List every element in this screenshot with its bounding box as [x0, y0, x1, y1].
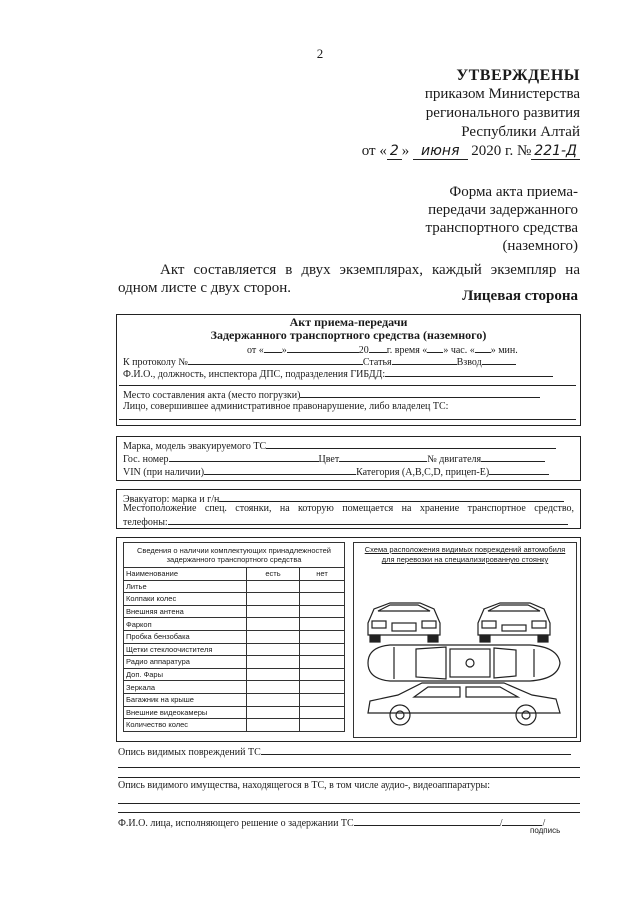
kit-item-yes-cell[interactable] — [247, 593, 300, 606]
date-ot: от « — [247, 345, 264, 356]
approval-line-2: регионального развития — [425, 105, 580, 121]
person-label: Лицо, совершившее административное правонарушение, либо владелец ТС: — [123, 401, 449, 412]
kit-item-no-cell[interactable] — [300, 681, 345, 694]
year-field[interactable] — [369, 342, 387, 353]
kit-item-no-cell[interactable] — [300, 643, 345, 656]
person-line — [123, 400, 574, 413]
vehicle-box — [116, 436, 581, 481]
page-number: 2 — [316, 46, 324, 61]
diagram-title-2: для перевозки на специализированную стоянку — [381, 555, 549, 564]
kit-item-name: Колпаки колес — [124, 593, 247, 606]
vin-field[interactable] — [204, 464, 356, 475]
kit-row — [124, 593, 345, 606]
engine-field[interactable] — [481, 451, 545, 462]
kit-item-no-cell[interactable] — [300, 618, 345, 631]
kit-row — [124, 643, 345, 656]
car-schematic-icon[interactable] — [354, 571, 576, 731]
kit-item-name: Внешняя антена — [124, 605, 247, 618]
kit-row — [124, 681, 345, 694]
property-field-line-2[interactable] — [118, 812, 580, 813]
person-field[interactable] — [119, 419, 576, 420]
kit-item-name: Доп. Фары — [124, 668, 247, 681]
act-title: Акт приема-передачи — [289, 315, 408, 329]
kit-row — [124, 668, 345, 681]
article-field[interactable] — [392, 354, 457, 365]
property-field-line-1[interactable] — [118, 803, 580, 804]
damage-diagram — [353, 542, 577, 738]
tow-box — [116, 489, 581, 529]
kit-item-no-cell[interactable] — [300, 693, 345, 706]
approval-day: 2 — [387, 143, 402, 160]
col-no: нет — [300, 568, 345, 581]
date-min-label: » мин. — [490, 345, 518, 356]
slash-2: / — [542, 818, 546, 829]
kit-item-yes-cell[interactable] — [247, 706, 300, 719]
kit-item-no-cell[interactable] — [300, 668, 345, 681]
kit-header: Сведения о наличии комплектующих принадлежностей задержанного транспортного средства — [124, 543, 345, 568]
damage-label: Опись видимых повреждений ТС — [118, 747, 261, 758]
brand-field[interactable] — [266, 438, 556, 449]
brand-label: Марка, модель эвакуируемого ТС — [123, 441, 267, 452]
protocol-field[interactable] — [188, 354, 363, 365]
kit-item-yes-cell[interactable] — [247, 605, 300, 618]
vin-line — [123, 464, 574, 479]
tow-truck-label: Эвакуатор: марка и г/н — [123, 494, 220, 505]
act-header-box — [116, 314, 581, 426]
platoon-label: Взвод — [456, 357, 482, 368]
minute-field[interactable] — [475, 342, 491, 353]
approval-number: 221-Д — [531, 143, 580, 160]
car-top-view — [368, 645, 560, 681]
date-20: 20 — [358, 345, 369, 356]
kit-item-name: Фаркоп — [124, 618, 247, 631]
form-title-line: транспортного средства — [425, 220, 578, 236]
damage-field-line-2[interactable] — [118, 767, 580, 768]
kit-item-yes-cell[interactable] — [247, 719, 300, 732]
kit-row — [124, 656, 345, 669]
date-hours-label: » час. « — [443, 345, 475, 356]
signature-label: подпись — [530, 826, 561, 835]
approval-month: июня — [413, 143, 467, 160]
day-field[interactable] — [264, 342, 282, 353]
kit-item-no-cell[interactable] — [300, 593, 345, 606]
decision-line — [118, 815, 580, 829]
slash-1: / — [499, 818, 503, 829]
intro-line-2: одном листе с двух сторон. — [118, 280, 291, 296]
date-prefix: от « — [361, 143, 387, 159]
kit-item-no-cell[interactable] — [300, 656, 345, 669]
kit-item-yes-cell[interactable] — [247, 643, 300, 656]
plate-field[interactable] — [169, 451, 319, 462]
category-field[interactable] — [489, 464, 549, 475]
phones-field[interactable] — [168, 514, 568, 525]
month-field[interactable] — [287, 342, 359, 353]
property-label: Опись видимого имущества, находящегося в ТС, в том числе аудио-, видеоаппаратуры: — [118, 780, 490, 791]
kit-item-no-cell[interactable] — [300, 580, 345, 593]
car-front-view — [368, 603, 440, 642]
side-label: Лицевая сторона — [462, 288, 578, 304]
approval-line-1: приказом Министерства — [424, 86, 580, 102]
approval-date-line — [320, 142, 580, 161]
kit-item-yes-cell[interactable] — [247, 630, 300, 643]
phones-line — [123, 514, 574, 529]
kit-item-no-cell[interactable] — [300, 706, 345, 719]
approval-year-text: 2020 г. № — [471, 143, 532, 159]
tow-truck-field[interactable] — [219, 491, 564, 502]
kit-table — [123, 542, 345, 732]
kit-item-name: Пробка бензобака — [124, 630, 247, 643]
inspector-field[interactable] — [385, 366, 553, 377]
damage-line — [118, 744, 580, 758]
kit-and-diagram-box — [116, 537, 581, 742]
damage-field-line-3[interactable] — [118, 777, 580, 778]
inspector-label: Ф.И.О., должность, инспектора ДПС, подразделения ГИБДД: — [123, 369, 386, 380]
inspector-field-line-2[interactable] — [119, 385, 576, 386]
col-yes: есть — [247, 568, 300, 581]
act-subtitle: Задержанного транспортного средства (наземного) — [210, 328, 487, 342]
kit-column-row — [124, 568, 345, 581]
kit-row — [124, 719, 345, 732]
kit-item-name: Зеркала — [124, 681, 247, 694]
intro-line-1: Акт составляется в двух экземплярах, каждый экземпляр на — [160, 262, 580, 278]
property-line — [118, 780, 580, 791]
diagram-title-1: Схема расположения видимых повреждений автомобиля — [364, 545, 566, 554]
kit-item-name: Радио аппаратура — [124, 656, 247, 669]
date-quote: » — [281, 345, 287, 356]
platoon-field[interactable] — [482, 354, 516, 365]
protocol-label: К протоколу № — [123, 357, 188, 368]
color-label: Цвет — [318, 454, 340, 465]
car-side-view — [368, 683, 560, 725]
phones-label: телефоны: — [123, 517, 168, 528]
form-title-line: передачи задержанного — [428, 202, 578, 218]
car-rear-view — [478, 603, 550, 642]
kit-item-yes-cell[interactable] — [247, 668, 300, 681]
kit-item-yes-cell[interactable] — [247, 580, 300, 593]
vin-label: VIN (при наличии) — [123, 467, 205, 478]
category-label: Категория (А,В,С,D, прицеп-Е) — [356, 467, 490, 478]
kit-item-no-cell[interactable] — [300, 605, 345, 618]
place-field[interactable] — [300, 387, 540, 398]
approval-line-3: Республики Алтай — [461, 124, 580, 140]
kit-item-yes-cell[interactable] — [247, 693, 300, 706]
article-label: Статья — [362, 357, 392, 368]
form-title — [358, 183, 578, 255]
decision-label: Ф.И.О. лица, исполняющего решение о задержании ТС — [118, 818, 354, 829]
kit-item-yes-cell[interactable] — [247, 681, 300, 694]
color-field[interactable] — [339, 451, 427, 462]
kit-item-name: Внешние видеокамеры — [124, 706, 247, 719]
decision-name-field[interactable] — [354, 815, 500, 826]
kit-row — [124, 618, 345, 631]
damage-field[interactable] — [261, 744, 571, 755]
kit-row — [124, 693, 345, 706]
kit-item-yes-cell[interactable] — [247, 656, 300, 669]
approval-block — [320, 66, 580, 161]
place-label: Место составления акта (место погрузки) — [123, 390, 301, 401]
date-time-label: г. время « — [386, 345, 428, 356]
approval-title: УТВЕРЖДЕНЫ — [456, 67, 580, 84]
inspector-line — [123, 366, 574, 381]
kit-item-no-cell[interactable] — [300, 630, 345, 643]
kit-row — [124, 706, 345, 719]
plate-label: Гос. номер — [123, 454, 169, 465]
kit-row — [124, 605, 345, 618]
form-title-line: Форма акта приема- — [449, 184, 578, 200]
kit-item-yes-cell[interactable] — [247, 618, 300, 631]
hour-field[interactable] — [427, 342, 443, 353]
date-day-close: » — [401, 143, 410, 159]
kit-item-name: Количество колес — [124, 719, 247, 732]
kit-header-row — [124, 543, 345, 568]
kit-row — [124, 630, 345, 643]
form-title-line: (наземного) — [502, 238, 578, 254]
kit-item-name: Багажник на крыше — [124, 693, 247, 706]
storage-location-label: Местоположение спец. стоянки, на которую помещается на хранение транспортное средство, — [123, 503, 574, 514]
signature-field[interactable] — [502, 815, 542, 826]
kit-item-no-cell[interactable] — [300, 719, 345, 732]
kit-item-name: Щетки стеклоочистителя — [124, 643, 247, 656]
col-name: Наименование — [124, 568, 247, 581]
kit-row — [124, 580, 345, 593]
engine-label: № двигателя — [427, 454, 482, 465]
kit-item-name: Литье — [124, 580, 247, 593]
